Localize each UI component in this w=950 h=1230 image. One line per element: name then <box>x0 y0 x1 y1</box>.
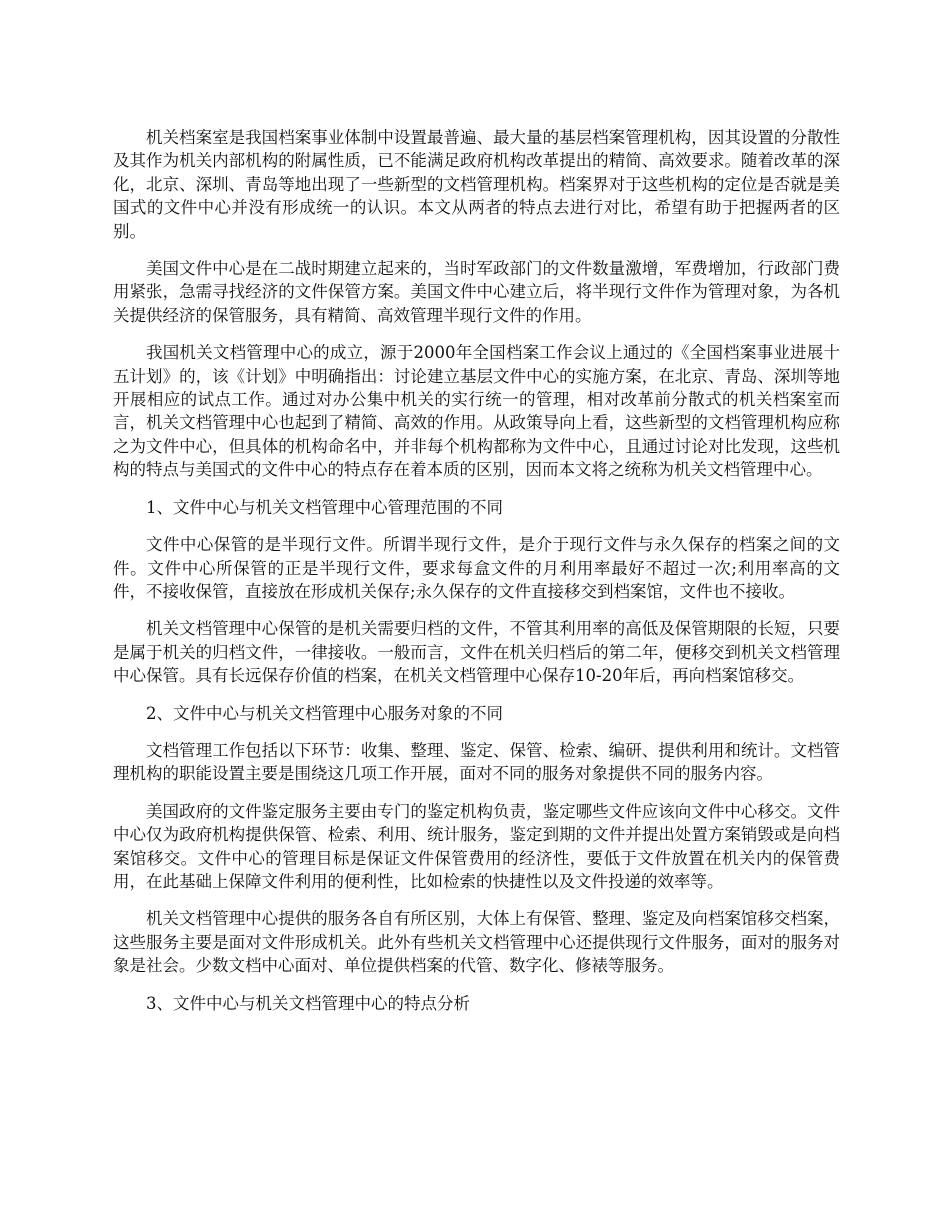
paragraph-service-us: 美国政府的文件鉴定服务主要由专门的鉴定机构负责，鉴定哪些文件应该向文件中心移交。文件中心仅为政府机构提供保管、检索、利用、统计服务，鉴定到期的文件并提出处置方案销毁或是向档案馆移交。文件中心的管理目标是保证文件保管费用的经济性，要低于文件放置在机关内的保管费用，在此基础上保障文件利用的便利性，比如检索的快捷性以及文件投递的效率等。 <box>113 801 840 891</box>
paragraph-scope-records-center: 文件中心保管的是半现行文件。所谓半现行文件，是介于现行文件与永久保存的档案之间的文件。文件中心所保管的正是半现行文件，要求每盒文件的月利用率最好不超过一次;利用率高的文件，不接收保管，直接放在形成机关保存;永久保存的文件直接移交到档案馆，文件也不接收。 <box>113 535 840 601</box>
paragraph-us-records-center: 美国文件中心是在二战时期建立起来的，当时军政部门的文件数量激增，军费增加，行政部门费用紧张，急需寻找经济的文件保管方案。美国文件中心建立后，将半现行文件作为管理对象，为各机关提供经济的保管服务，具有精简、高效管理半现行文件的作用。 <box>113 259 840 325</box>
section-heading-1: 1、文件中心与机关文档管理中心管理范围的不同 <box>146 497 503 517</box>
paragraph-service-overview: 文档管理工作包括以下环节：收集、整理、鉴定、保管、检索、编研、提供利用和统计。文档管理机构的职能设置主要是围绕这几项工作开展，面对不同的服务对象提供不同的服务内容。 <box>113 740 840 784</box>
paragraph-intro: 机关档案室是我国档案事业体制中设置最普遍、最大量的基层档案管理机构，因其设置的分散性及其作为机关内部机构的附属性质，已不能满足政府机构改革提出的精简、高效要求。随着改革的深化，北京、深圳、青岛等地出现了一些新型的文档管理机构。档案界对于这些机构的定位是否就是美国式的文件中心并没有形成统一的认识。本文从两者的特点去进行对比，希望有助于把握两者的区别。 <box>113 128 840 241</box>
section-heading-2: 2、文件中心与机关文档管理中心服务对象的不同 <box>146 703 503 723</box>
paragraph-service-china: 机关文档管理中心提供的服务各自有所区别，大体上有保管、整理、鉴定及向档案馆移交档案，这些服务主要是面对文件形成机关。此外有些机关文档管理中心还提供现行文件服务，面对的服务对象是社会。少数文档中心面对、单位提供档案的代管、数字化、修裱等服务。 <box>113 909 840 976</box>
section-heading-3: 3、文件中心与机关文档管理中心的特点分析 <box>146 993 470 1013</box>
paragraph-scope-document-center: 机关文档管理中心保管的是机关需要归档的文件，不管其利用率的高低及保管期限的长短，只要是属于机关的归档文件，一律接收。一般而言，文件在机关归档后的第二年，便移交到机关文档管理中心保管。具有长远保存价值的档案，在机关文档管理中心保存10-20年后，再向档案馆移交。 <box>113 619 840 686</box>
document-page <box>113 126 840 1029</box>
paragraph-china-document-center: 我国机关文档管理中心的成立，源于2000年全国档案工作会议上通过的《全国档案事业进展十五计划》的，该《计划》中明确指出：讨论建立基层文件中心的实施方案，在北京、青岛、深圳等地开展相应的试点工作。通过对办公集中机关的实行统一的管理，相对改革前分散式的机关档案室而言，机关文档管理中心也起到了精简、高效的作用。从政策导向上看，这些新型的文档管理机构应称之为文件中心，但具体的机构命名中，并非每个机构都称为文件中心，且通过讨论对比发现，这些机构的特点与美国式的文件中心的特点存在着本质的区别，因而本文将之统称为机关文档管理中心。 <box>113 343 840 480</box>
